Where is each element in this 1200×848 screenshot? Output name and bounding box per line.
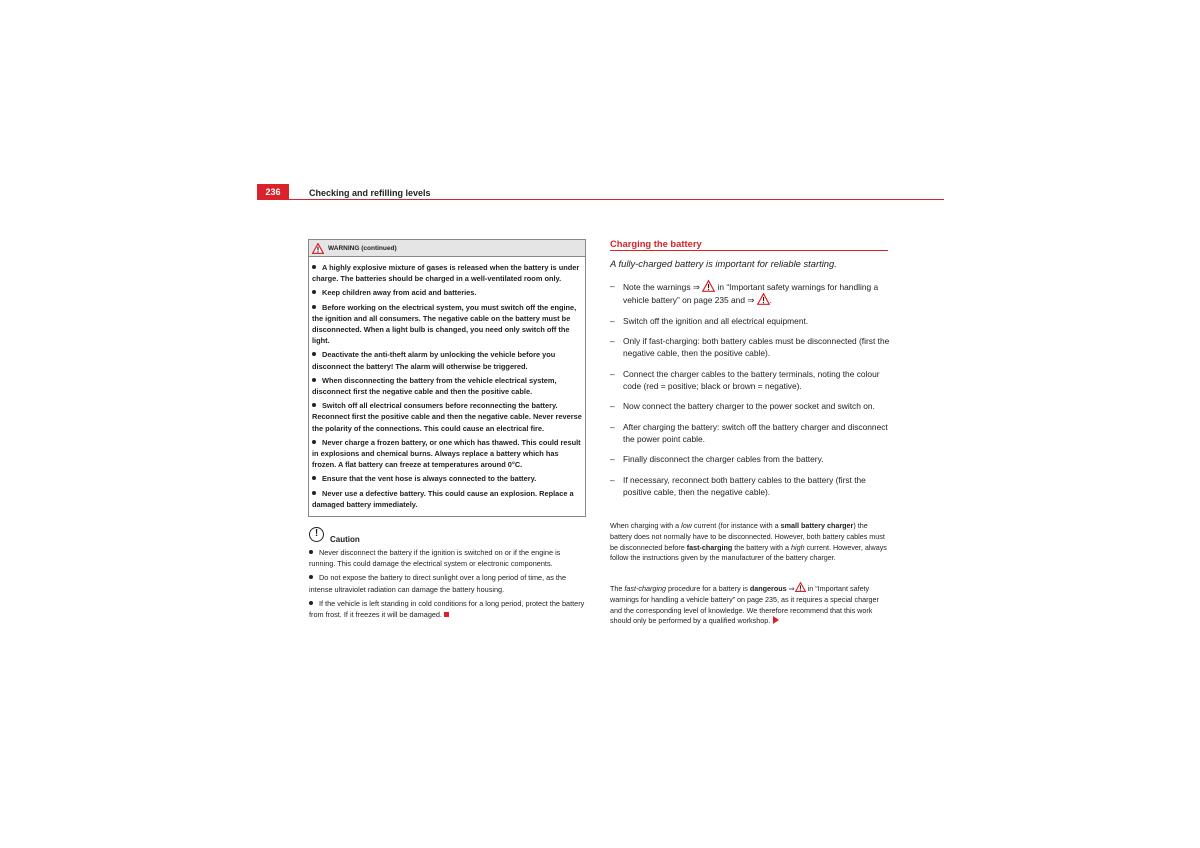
step-item: – Only if fast-charging: both battery cables must be disconnected (first the negative cable, then the positive cable). [610,336,890,358]
caution-item: Do not expose the battery to direct sunlight over a long period of time, as the intense ultraviolet radiation can damage the battery housing. [309,573,567,594]
caution-header [309,527,360,542]
bullet-icon [312,290,316,294]
bullet-icon [312,265,316,269]
warning-triangle-icon [757,293,770,305]
step-dash: – [610,474,615,485]
charging-title: Charging the battery [610,238,702,249]
bullet-icon [309,550,313,554]
warning-triangle-icon [795,582,806,592]
warning-item: Never use a defective battery. This could cause an explosion. Replace a damaged battery immediately. [312,488,574,509]
step-dash: – [610,401,615,411]
page-number: 236 [257,184,289,200]
step-item: – Now connect the battery charger to the power socket and switch on. [610,401,875,411]
caution-list [309,547,587,623]
header-rule [257,199,944,200]
warning-header [309,240,585,257]
warning-box [308,239,586,517]
bullet-icon [309,575,313,579]
warning-item: When disconnecting the battery from the vehicle electrical system, disconnect first the negative cable and then the positive cable. [312,375,557,397]
warning-item: A highly explosive mixture of gases is released when the battery is under charge. The batteries should be charged in a well-ventilated room only. [312,263,580,284]
warning-label: WARNING (continued) [328,244,397,252]
step-dash: – [610,281,615,291]
caution-item: Never disconnect the battery if the ignition is switched on or if the engine is running. This could damage the electrical system or electronic components. [309,548,561,569]
low-current-paragraph: When charging with a low current (for instance with a small battery charger) the battery does not normally have to be disconnected. However, both battery cables must be disconnected before fast-charging the battery with a high current. However, always follow the instructions given by the manufacturer of the battery charger. [610,521,887,563]
section-title: Checking and refilling levels [309,188,431,198]
step-item: – If necessary, reconnect both battery cables to the battery (first the positive cable, then the negative cable). [610,474,866,497]
continued-arrow-icon [773,616,779,624]
bullet-icon [312,403,316,407]
bullet-icon [312,378,316,382]
bullet-icon [312,440,316,444]
step-item: – Note the warnings ⇒ in “Important safety warnings for handling a vehicle battery” on page 235 and ⇒ . [610,281,879,305]
fast-charging-paragraph: The fast-charging procedure for a battery is dangerous ⇒ in “Important safety warnings for handling a vehicle battery” on page 235, as it requires a special charger and the corresponding level of knowledge. We therefore recommend that this work should only be performed by a qualified workshop. [610,584,879,626]
caution-icon: ! [309,527,324,542]
title-rule [610,250,888,251]
step-item: – Switch off the ignition and all electrical equipment. [610,315,809,326]
bullet-icon [312,491,316,495]
warning-item: Switch off all electrical consumers before reconnecting the battery. Reconnect first the positive cable and then the negative cable. Never reverse the polarity of the connections. This could cause an electrical fire. [312,401,582,433]
step-dash: – [610,454,615,464]
step-item: – Connect the charger cables to the battery terminals, noting the colour code (red = positive; black or brown = negative). [610,368,880,391]
charging-lead: A fully-charged battery is important for reliable starting. [610,258,837,269]
step-item: – Finally disconnect the charger cables from the battery. [610,454,824,464]
warning-triangle-icon [702,280,715,292]
warning-triangle-icon [312,243,324,254]
step-dash: – [610,368,615,379]
caution-item: If the vehicle is left standing in cold conditions for a long period, protect the battery from frost. If it freezes it will be damaged. [309,598,585,620]
warning-item: Never charge a frozen battery, or one which has thawed. This could result in explosions and chemical burns. Always replace a battery which has frozen. A flat battery can freeze at temperatures around 0°C. [312,437,581,470]
section-end-icon [444,612,449,617]
caution-label: Caution [330,535,360,544]
step-dash: – [610,336,615,346]
charging-steps [610,280,890,506]
step-dash: – [610,315,615,326]
bullet-icon [312,476,316,480]
bullet-icon [312,352,316,356]
step-dash: – [610,421,615,432]
warning-list [309,257,585,516]
step-item: – After charging the battery: switch off the battery charger and disconnect the power point cable. [610,421,888,444]
bullet-icon [309,601,313,605]
bullet-icon [312,305,316,309]
warning-item: Keep children away from acid and batteries. [312,287,582,298]
warning-item: Ensure that the vent hose is always connected to the battery. [312,473,582,484]
warning-item: Before working on the electrical system, you must switch off the engine, the ignition and all consumers. The negative cable on the battery must be disconnected. When a light bulb is changed, you need only switch off the light. [312,302,577,346]
warning-item: Deactivate the anti-theft alarm by unlocking the vehicle before you disconnect the battery! The alarm will otherwise be triggered. [312,350,556,371]
